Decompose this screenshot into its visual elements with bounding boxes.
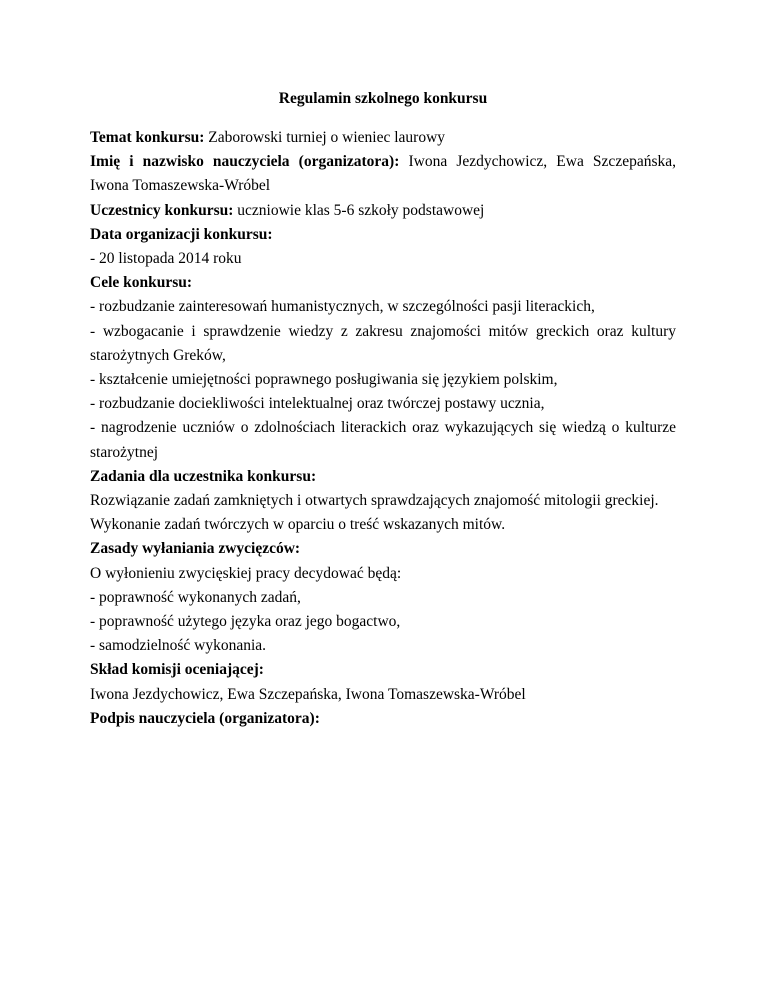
goal-item: - nagrodzenie uczniów o zdolnościach literackich oraz wykazujących się wiedzą o kulturze xyxy=(90,419,676,437)
organizer-line xyxy=(90,150,676,174)
goal-item: - wzbogacanie i sprawdzenie wiedzy z zakresu znajomości mitów greckich oraz kultury xyxy=(90,322,676,340)
document-title: Regulamin szkolnego konkursu xyxy=(278,90,488,107)
jury-value: Iwona Jezdychowicz, Ewa Szczepańska, Iwona Tomaszewska-Wróbel xyxy=(90,685,526,703)
goal-item: starożytnej xyxy=(90,443,159,461)
topic-label: Temat konkursu: xyxy=(90,129,205,146)
organizer-line-2: Iwona Tomaszewska-Wróbel xyxy=(90,177,271,195)
goal-item: - kształcenie umiejętności poprawnego posługiwania się językiem polskim, xyxy=(90,371,558,389)
topic-value: Zaborowski turniej o wieniec laurowy xyxy=(204,129,446,146)
rule-item: O wyłonieniu zwycięskiej pracy decydować będą: xyxy=(90,564,402,582)
goal-item: - rozbudzanie dociekliwości intelektualnej oraz twórczej postawy ucznia, xyxy=(90,395,545,413)
task-item: Rozwiązanie zadań zamkniętych i otwartych sprawdzających znajomość mitologii greckiej. xyxy=(90,492,659,510)
rule-item: - samodzielność wykonania. xyxy=(90,637,267,655)
topic-line xyxy=(90,126,676,150)
rule-item: - poprawność użytego języka oraz jego bogactwo, xyxy=(90,613,401,631)
tasks-label: Zadania dla uczestnika konkursu: xyxy=(90,467,317,485)
signature-label: Podpis nauczyciela (organizatora): xyxy=(90,709,320,727)
rule-item: - poprawność wykonanych zadań, xyxy=(90,588,301,606)
organizer-value: Iwona Jezdychowicz, Ewa Szczepańska, xyxy=(399,153,676,171)
date-value: - 20 listopada 2014 roku xyxy=(90,250,242,268)
organizer-label: Imię i nazwisko nauczyciela (organizatora): xyxy=(90,153,400,171)
participants-label: Uczestnicy konkursu: xyxy=(90,201,234,219)
document-body xyxy=(90,126,676,731)
rules-label: Zasady wyłaniania zwycięzców: xyxy=(90,540,301,558)
participants-value: uczniowie klas 5-6 szkoły podstawowej xyxy=(233,201,485,219)
goal-item: starożytnych Greków, xyxy=(90,346,226,364)
goal-item: - rozbudzanie zainteresowań humanistycznych, w szczególności pasji literackich, xyxy=(90,298,595,316)
goals-label: Cele konkursu: xyxy=(90,274,193,292)
date-label: Data organizacji konkursu: xyxy=(90,225,273,243)
task-item: Wykonanie zadań twórczych w oparciu o treść wskazanych mitów. xyxy=(90,516,506,534)
participants-line xyxy=(90,199,676,223)
jury-label: Skład komisji oceniającej: xyxy=(90,661,264,679)
